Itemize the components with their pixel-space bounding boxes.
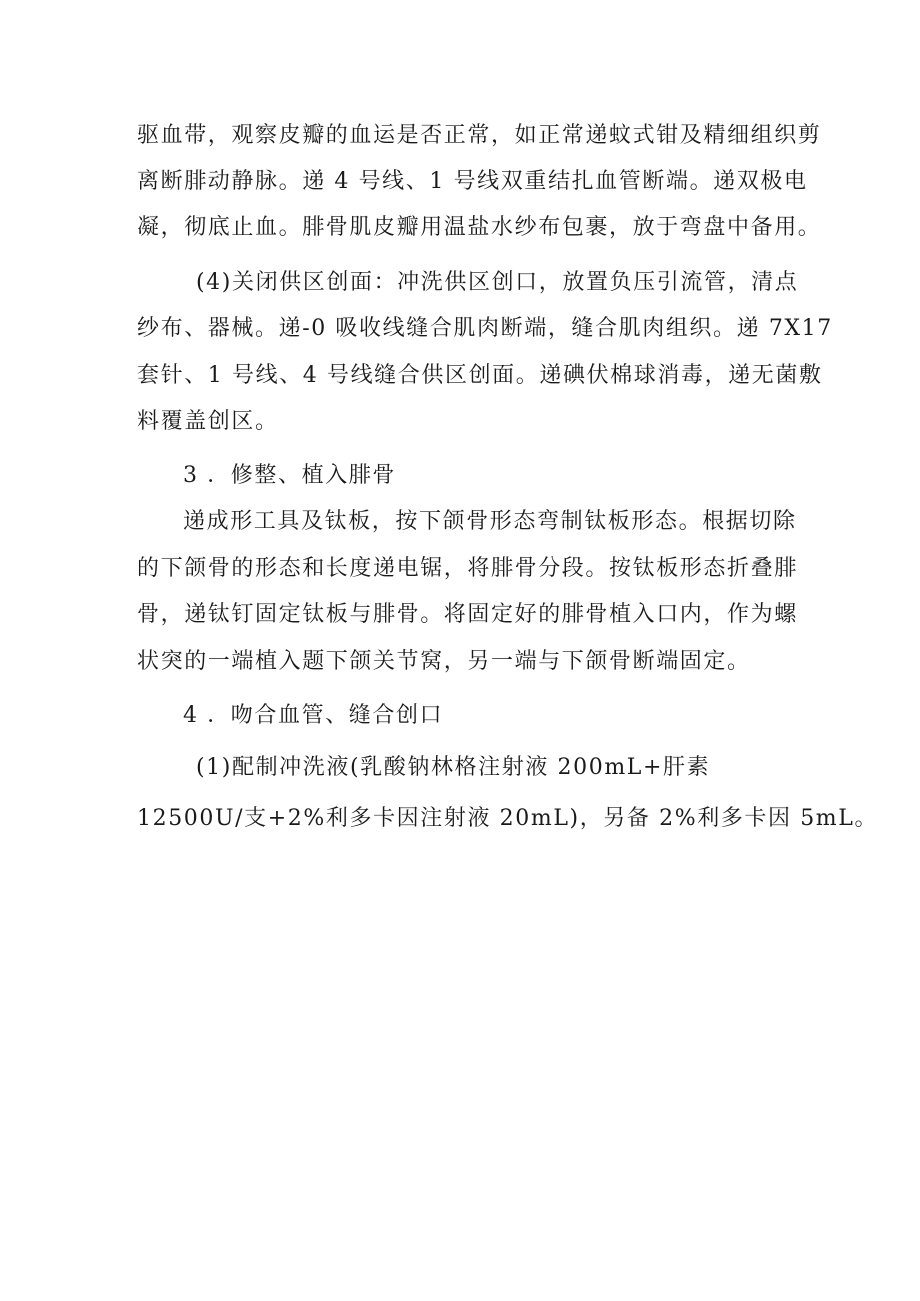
body-text-line: 的下颌骨的形态和长度递电锯，将腓骨分段。按钛板形态折叠腓	[137, 556, 798, 581]
body-text-line: 12500U/支+2%利多卡因注射液 20mL)，另备 2%利多卡因 5mL。	[137, 806, 879, 831]
body-text-line: 状突的一端植入题下颌关节窝，另一端与下颌骨断端固定。	[137, 649, 751, 674]
body-text-line: 凝，彻底止血。腓骨肌皮瓣用温盐水纱布包裹，放于弯盘中备用。	[137, 215, 822, 240]
subsection-heading: (1)配制冲洗液(乳酸钠林格注射液 200mL+肝素	[196, 755, 711, 780]
body-text-line: 套针、1 号线、4 号线缝合供区创面。递碘伏棉球消毒，递无菌敷	[137, 363, 823, 388]
body-text-line: 递成形工具及钛板，按下颌骨形态弯制钛板形态。根据切除	[183, 509, 797, 534]
body-text-line: 料覆盖创区。	[137, 409, 279, 434]
body-text-line: 骨，递钛钉固定钛板与腓骨。将固定好的腓骨植入口内，作为螺	[137, 602, 798, 627]
section-heading: 3 ．修整、植入腓骨	[183, 463, 396, 488]
body-text-line: 离断腓动静脉。递 4 号线、1 号线双重结扎血管断端。递双极电	[137, 169, 808, 194]
body-text-line: 纱布、器械。递-0 吸收线缝合肌肉断端，缝合肌肉组织。递 7X17	[137, 316, 833, 341]
body-text-line: 驱血带，观察皮瓣的血运是否正常，如正常递蚊式钳及精细组织剪	[137, 123, 822, 148]
section-heading: 4 ．吻合血管、缝合创口	[183, 703, 444, 728]
subsection-heading: (4)关闭供区创面：冲洗供区创口，放置负压引流管，清点	[196, 270, 799, 295]
